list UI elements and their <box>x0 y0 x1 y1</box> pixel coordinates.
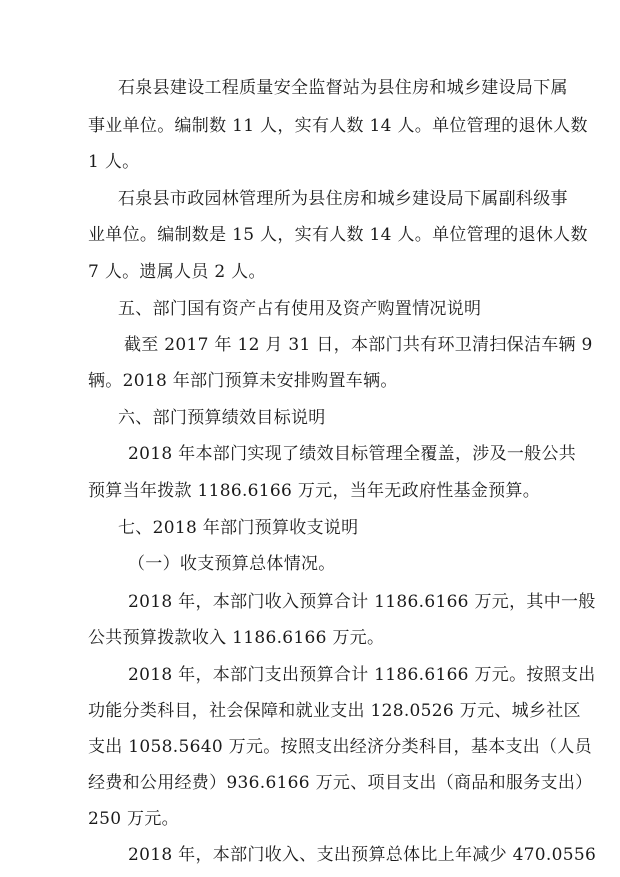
text-line: 功能分类科目，社会保障和就业支出 128.0526 万元、城乡社区 <box>88 701 581 721</box>
text-line: 2018 年，本部门收入预算合计 1186.6166 万元，其中一般 <box>128 592 596 612</box>
text-line: 250 万元。 <box>88 809 179 829</box>
text-line: 2018 年，本部门支出预算合计 1186.6166 万元。按照支出 <box>128 665 596 685</box>
text-line: 公共预算拨款收入 1186.6166 万元。 <box>88 628 385 648</box>
text-line: 石泉县市政园林管理所为县住房和城乡建设局下属副科级事 <box>118 189 568 209</box>
text-line: 截至 2017 年 12 月 31 日，本部门共有环卫清扫保洁车辆 9 <box>124 335 593 355</box>
text-line: 1 人。 <box>88 152 140 172</box>
text-line: 辆。2018 年部门预算未安排购置车辆。 <box>88 371 398 391</box>
text-line: 业单位。编制数是 15 人，实有人数 14 人。单位管理的退休人数 <box>88 225 588 245</box>
section-heading: 七、2018 年部门预算收支说明 <box>118 518 359 538</box>
text-line: 事业单位。编制数 11 人，实有人数 14 人。单位管理的退休人数 <box>88 116 588 136</box>
text-line: 支出 1058.5640 万元。按照支出经济分类科目，基本支出（人员 <box>88 737 592 757</box>
text-line: 2018 年，本部门收入、支出预算总体比上年减少 470.0556 <box>128 845 597 865</box>
text-line: 经费和公用经费）936.6166 万元、项目支出（商品和服务支出） <box>88 773 593 793</box>
section-heading: 六、部门预算绩效目标说明 <box>118 408 326 428</box>
section-heading: 五、部门国有资产占有使用及资产购置情况说明 <box>118 299 482 319</box>
text-line: 2018 年本部门实现了绩效目标管理全覆盖，涉及一般公共 <box>128 444 577 464</box>
text-line: 石泉县建设工程质量安全监督站为县住房和城乡建设局下属 <box>118 78 568 98</box>
subsection-heading: （一）收支预算总体情况。 <box>128 554 336 574</box>
text-line: 预算当年拨款 1186.6166 万元，当年无政府性基金预算。 <box>88 481 541 501</box>
text-line: 7 人。遗属人员 2 人。 <box>88 262 266 282</box>
